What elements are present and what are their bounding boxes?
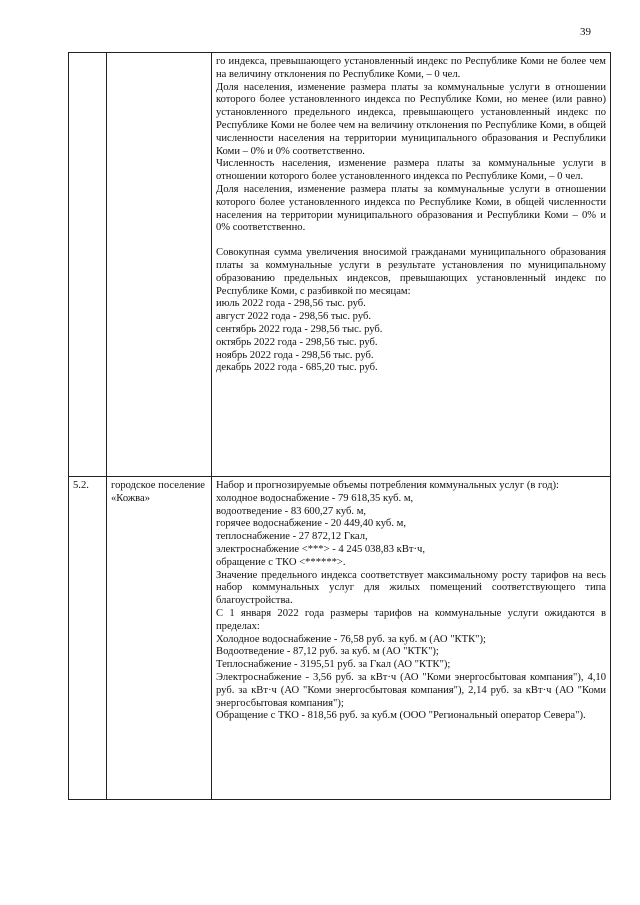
table-row xyxy=(69,477,611,800)
tariff-item: Теплоснабжение - 3195,51 руб. за Гкал (АО "КТК"); xyxy=(216,659,451,671)
description-cell xyxy=(212,53,611,477)
month-item: август 2022 года - 298,56 тыс. руб. xyxy=(216,311,372,323)
month-item: сентябрь 2022 года - 298,56 тыс. руб. xyxy=(216,323,383,335)
paragraph: Значение предельного индекса соответствует максимальному росту тарифов на весь набор коммунальных услуг для жилых помещений соответствующего типа благоустройства. xyxy=(216,569,606,607)
tariff-item: Обращение с ТКО - 818,56 руб. за куб.м (ООО "Региональный оператор Севера"). xyxy=(216,710,586,722)
paragraph: го индекса, превышающего установленный индекс по Республике Коми не более чем на величину отклонения по Республике Коми, – 0 чел. xyxy=(216,56,606,80)
volume-item: холодное водоснабжение - 79 618,35 куб. м, xyxy=(216,492,414,504)
description-cell xyxy=(212,477,611,800)
row-number-cell xyxy=(69,53,107,477)
paragraph: С 1 января 2022 года размеры тарифов на коммунальные услуги ожидаются в пределах: xyxy=(216,607,606,632)
volume-item: теплоснабжение - 27 872,12 Гкал, xyxy=(216,531,368,543)
tariff-item: Водоотведение - 87,12 руб. за куб. м (АО "КТК"); xyxy=(216,646,439,658)
month-item: ноябрь 2022 года - 298,56 тыс. руб. xyxy=(216,349,374,361)
month-item: декабрь 2022 года - 685,20 тыс. руб. xyxy=(216,362,378,374)
volume-item: электроснабжение <***> - 4 245 038,83 кВт·ч, xyxy=(216,543,426,555)
paragraph: Набор и прогнозируемые объемы потребления коммунальных услуг (в год): xyxy=(216,480,559,491)
content-table xyxy=(68,52,611,800)
month-item: октябрь 2022 года - 298,56 тыс. руб. xyxy=(216,336,378,348)
paragraph: Доля населения, изменение размера платы за коммунальные услуги в отношении которого более установленного индекса по Республике Коми, в общей численности населения на территории муниципального образования и Республики Коми – 0% и 0% соответственно. xyxy=(216,183,606,234)
month-item: июль 2022 года - 298,56 тыс. руб. xyxy=(216,298,366,310)
volume-item: горячее водоснабжение - 20 449,40 куб. м, xyxy=(216,518,406,530)
paragraph: Совокупная сумма увеличения вносимой гражданами муниципального образования платы за коммунальные услуги в результате установления по муниципальному образованию предельных индексов, превышающих установленный индекс по Республике Коми, с разбивкой по месяцам: xyxy=(216,247,606,297)
page-number: 39 xyxy=(580,26,591,38)
volume-item: водоотведение - 83 600,27 куб. м, xyxy=(216,505,367,517)
municipality-cell xyxy=(107,53,212,477)
paragraph: Численность населения, изменение размера платы за коммунальные услуги в отношении которого более установленного индекса по Республике Коми, – 0 чел. xyxy=(216,158,606,183)
municipality-cell: городское поселение «Кожва» xyxy=(107,477,212,800)
tariff-item: Холодное водоснабжение - 76,58 руб. за куб. м (АО "КТК"); xyxy=(216,633,486,645)
volume-item: обращение с ТКО <******>. xyxy=(216,556,346,568)
table-row xyxy=(69,53,611,477)
tariff-item: Электроснабжение - 3,56 руб. за кВт·ч (АО "Коми энергосбытовая компания"), 4,10 руб. за кВт·ч (АО "Коми энергосбытовая компания"), 2,14 руб. за кВт·ч (АО "Коми энергосбытовая компания"); xyxy=(216,671,606,709)
row-number-cell: 5.2. xyxy=(69,477,107,800)
paragraph: Доля населения, изменение размера платы за коммунальные услуги в отношении которого более установленного индекса по Республике Коми, но менее (или равно) установленного предельного индекса, превышающего установленный индекс по Республике Коми не более чем на величину отклонения по Республике Коми, в общей численности населения на территории муниципального образования и Республики Коми – 0% и 0% соответственно. xyxy=(216,81,606,157)
